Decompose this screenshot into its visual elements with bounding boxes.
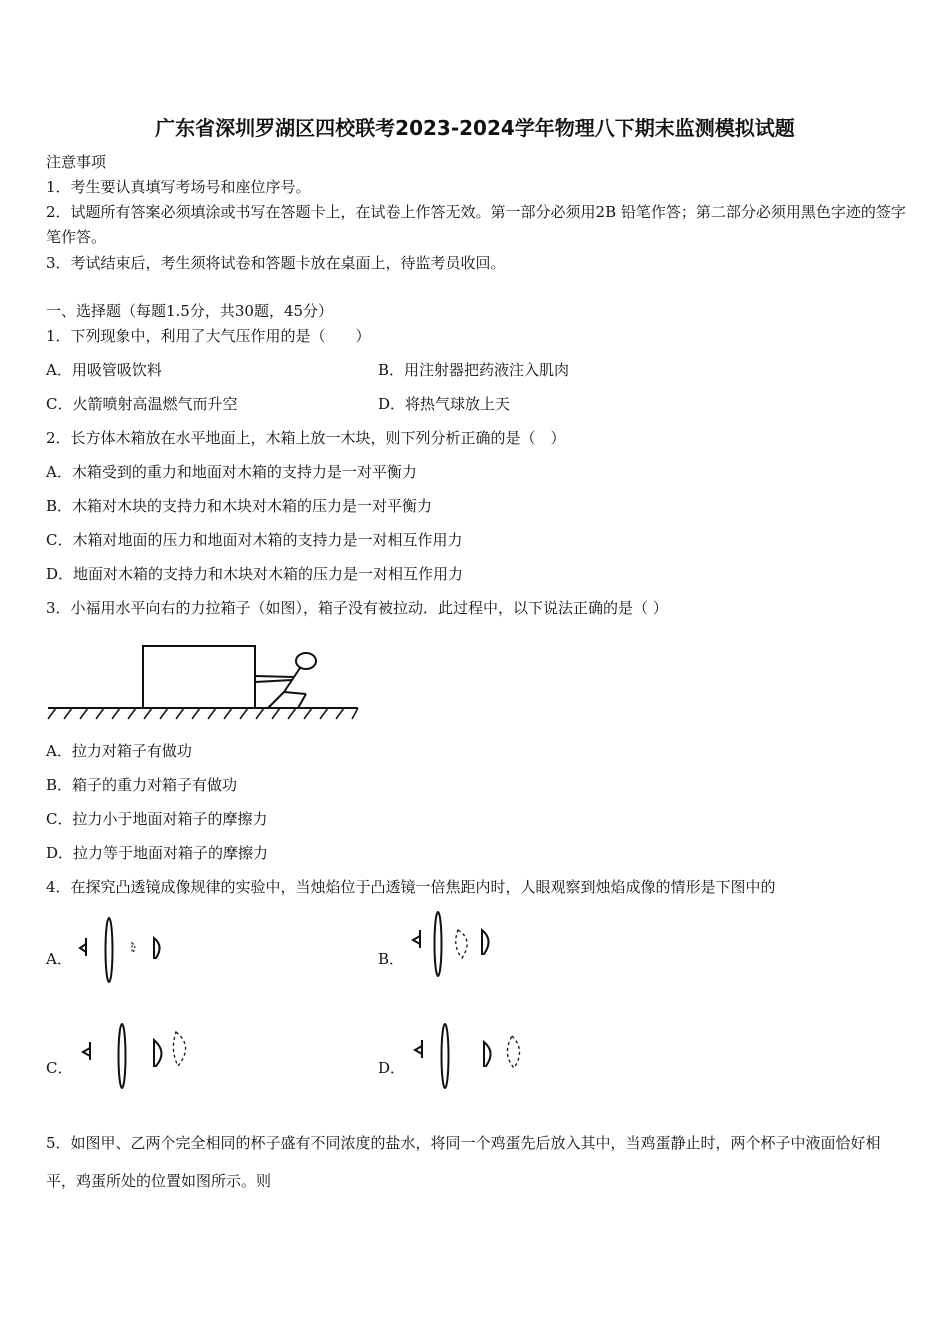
lens-diagram-b — [408, 906, 508, 982]
question-stem: 4．在探究凸透镜成像规律的实验中，当烛焰位于凸透镜一倍焦距内时，人眼观察到烛焰成像的情形是下图中的 — [46, 878, 776, 896]
option-b: B． — [378, 950, 405, 968]
notice-heading: 注意事项 — [46, 153, 107, 171]
option-c: C．拉力小于地面对箱子的摩擦力 — [46, 810, 268, 828]
option-d: D．地面对木箱的支持力和木块对木箱的压力是一对相互作用力 — [46, 565, 464, 583]
option-d: D． — [378, 1059, 406, 1077]
option-a: A．木箱受到的重力和地面对木箱的支持力是一对平衡力 — [46, 463, 417, 481]
lens-diagram-a — [76, 912, 176, 988]
option-d: D．拉力等于地面对箱子的摩擦力 — [46, 844, 269, 862]
question-stem: 3．小福用水平向右的力拉箱子（如图），箱子没有被拉动．此过程中，以下说法正确的是（ ） — [46, 599, 668, 617]
option-a: A．用吸管吸饮料 — [46, 361, 162, 379]
page-title: 广东省深圳罗湖区四校联考2023-2024学年物理八下期末监测模拟试题 — [155, 116, 795, 140]
lens-diagram-d — [408, 1020, 538, 1092]
box-pull-figure — [48, 640, 360, 722]
option-a: A．拉力对箱子有做功 — [46, 742, 192, 760]
option-b: B．木箱对木块的支持力和木块对木箱的压力是一对平衡力 — [46, 497, 433, 515]
option-b: B．用注射器把药液注入肌肉 — [378, 361, 570, 379]
option-d: D．将热气球放上天 — [378, 395, 511, 413]
section-heading: 一、选择题（每题1.5分，共30题，45分） — [46, 302, 334, 320]
notice-item: 1．考生要认真填写考场号和座位序号。 — [46, 178, 311, 196]
question-stem: 2．长方体木箱放在水平地面上，木箱上放一木块，则下列分析正确的是（ ） — [46, 429, 566, 447]
option-c: C．木箱对地面的压力和地面对木箱的支持力是一对相互作用力 — [46, 531, 463, 549]
lens-diagram-c — [80, 1020, 200, 1092]
option-a: A． — [46, 950, 72, 968]
option-b: B．箱子的重力对箱子有做功 — [46, 776, 238, 794]
question-stem: 5．如图甲、乙两个完全相同的杯子盛有不同浓度的盐水，将同一个鸡蛋先后放入其中，当鸡蛋静止时，两个杯子中液面恰好相平，鸡蛋所处的位置如图所示。则 — [46, 1134, 881, 1190]
notice-item: 2．试题所有答案必须填涂或书写在答题卡上，在试卷上作答无效。第一部分必须用2B 铅笔作答；第二部分必须用黑色字迹的签字笔作答。 — [46, 203, 906, 246]
option-c: C．火箭喷射高温燃气而升空 — [46, 395, 238, 413]
option-c: C． — [46, 1059, 73, 1077]
notice-item: 3．考试结束后，考生须将试卷和答题卡放在桌面上，待监考员收回。 — [46, 254, 506, 272]
question-stem: 1．下列现象中，利用了大气压作用的是（ ） — [46, 327, 371, 345]
